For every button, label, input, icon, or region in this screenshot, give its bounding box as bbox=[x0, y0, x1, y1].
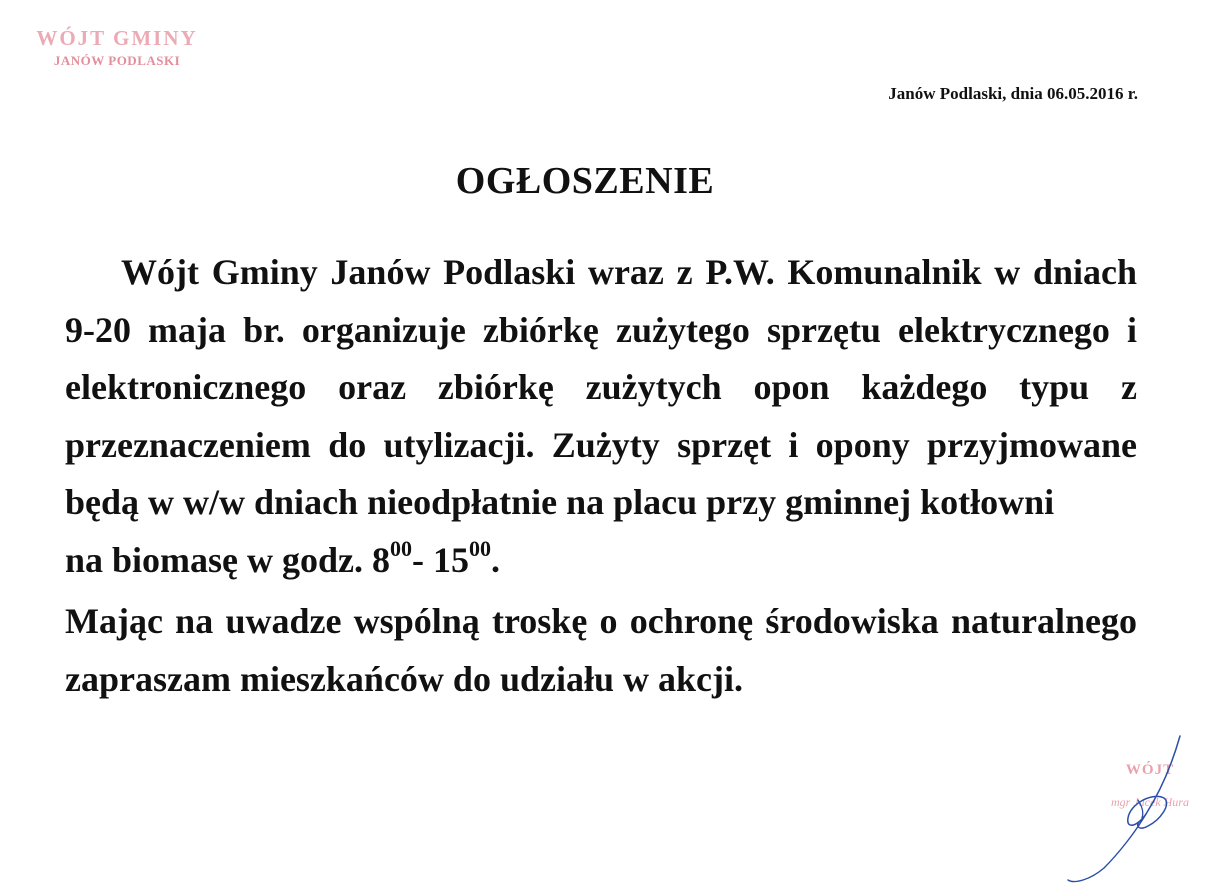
hours-prefix: na biomasę w godz. 8 bbox=[65, 539, 391, 580]
signature-stamp-name: mgr Jacek Hura bbox=[1111, 795, 1189, 809]
paragraph-1-text: Wójt Gminy Janów Podlaski wraz z P.W. Komunalnik w dniach 9-20 maja br. organizuje zbiórkę zużytego sprzętu elektrycznego i elektronicznego oraz zbiórkę zużytych opon każdego typu z przeznaczeniem do utylizacji. Zużyty sprzęt i opony przyjmowane będą w w/w dniach nieodpłatnie na placu przy gminnej kotłowni bbox=[65, 252, 1137, 522]
announcement-paragraph-1 bbox=[65, 244, 1137, 532]
handwritten-signature bbox=[1060, 734, 1190, 884]
announcement-body bbox=[65, 244, 1137, 708]
hours-end-period: . bbox=[491, 539, 501, 580]
hour-end-superscript: 00 bbox=[469, 535, 492, 561]
place-date-line: Janów Podlaski, dnia 06.05.2016 r. bbox=[888, 84, 1138, 103]
office-stamp bbox=[22, 26, 212, 69]
hour-start-superscript: 00 bbox=[390, 535, 413, 561]
signature-stamp-title: WÓJT bbox=[1125, 762, 1175, 778]
announcement-paragraph-2 bbox=[65, 593, 1137, 708]
hours-separator: - 15 bbox=[412, 539, 470, 580]
stamp-municipality: JANÓW PODLASKI bbox=[53, 53, 181, 68]
paragraph-2-text: Mając na uwadze wspólną troskę o ochronę środowiska naturalnego zapraszam mieszkańców do udziału w akcji. bbox=[65, 601, 1137, 699]
document-title: OGŁOSZENIE bbox=[455, 160, 715, 202]
announcement-hours-line bbox=[65, 532, 1137, 594]
stamp-title: WÓJT GMINY bbox=[36, 26, 198, 50]
